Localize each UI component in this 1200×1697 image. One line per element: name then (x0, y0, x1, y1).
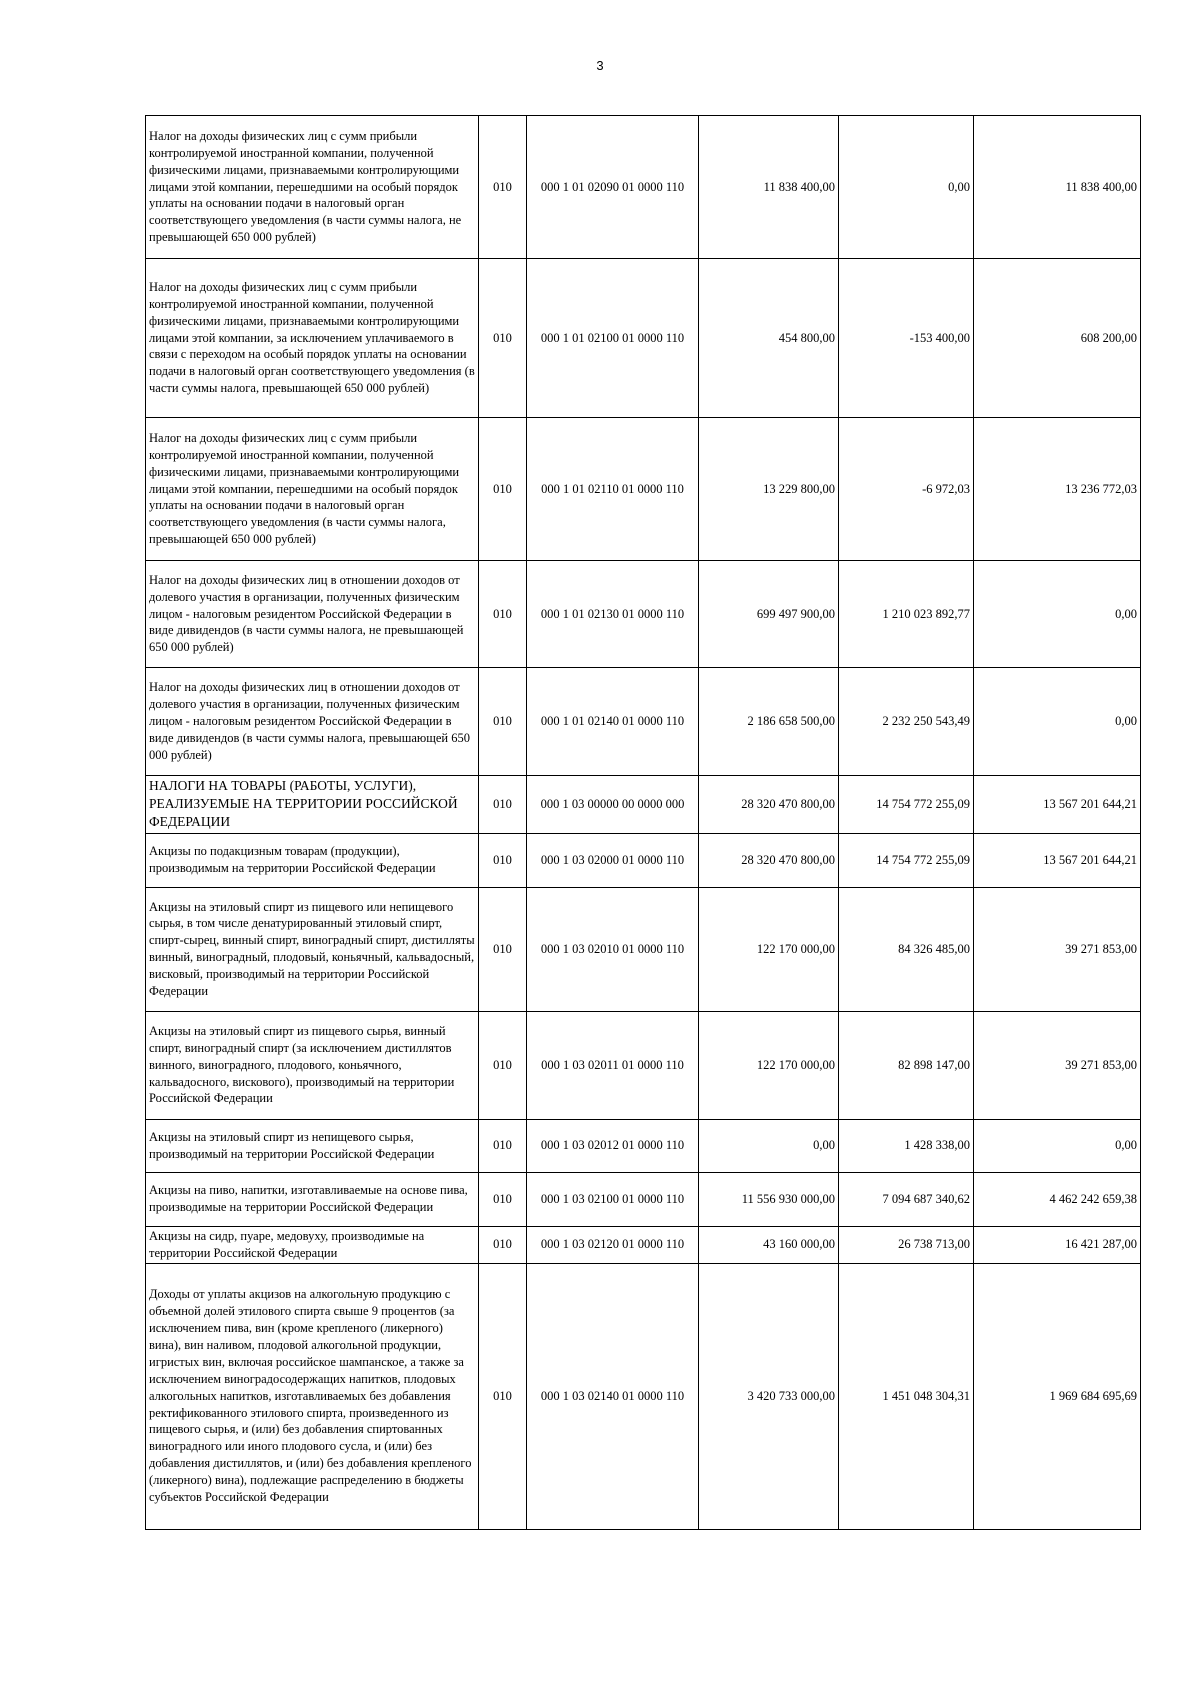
row-line-code: 010 (479, 561, 527, 668)
row-approved: 11 838 400,00 (699, 116, 839, 259)
row-unexecuted: 0,00 (974, 1119, 1141, 1172)
row-approved: 11 556 930 000,00 (699, 1172, 839, 1226)
row-line-code: 010 (479, 1119, 527, 1172)
table-row (146, 116, 1141, 259)
table-row (146, 1011, 1141, 1119)
row-name: Акцизы на пиво, напитки, изготавливаемые на основе пива, производимые на территории Российской Федерации (146, 1172, 479, 1226)
row-executed: 14 754 772 255,09 (839, 833, 974, 887)
row-approved: 122 170 000,00 (699, 1011, 839, 1119)
row-kbk: 000 1 01 02110 01 0000 110 (527, 418, 699, 561)
row-executed: 14 754 772 255,09 (839, 776, 974, 834)
row-name: Налог на доходы физических лиц с сумм прибыли контролируемой иностранной компании, полученной физическими лицами, признаваемыми контролирующими лицами этой компании, за исключением уплачиваемого в связи с переходом на особый порядок уплаты на основании подачи в налоговый орган соответствующего уведомления (в части суммы налога, превышающей 650 000 рублей) (146, 259, 479, 418)
row-kbk: 000 1 03 02010 01 0000 110 (527, 887, 699, 1011)
row-line-code: 010 (479, 116, 527, 259)
row-kbk: 000 1 03 02140 01 0000 110 (527, 1263, 699, 1529)
table-row (146, 1172, 1141, 1226)
row-name: НАЛОГИ НА ТОВАРЫ (РАБОТЫ, УСЛУГИ), РЕАЛИЗУЕМЫЕ НА ТЕРРИТОРИИ РОССИЙСКОЙ ФЕДЕРАЦИИ (146, 776, 479, 834)
row-executed: 1 210 023 892,77 (839, 561, 974, 668)
row-name: Налог на доходы физических лиц с сумм прибыли контролируемой иностранной компании, полученной физическими лицами, признаваемыми контролирующими лицами этой компании, перешедшими на особый порядок уплаты на основании подачи в налоговый орган соответствующего уведомления (в части суммы налога, не превышающей 650 000 рублей) (146, 116, 479, 259)
row-line-code: 010 (479, 887, 527, 1011)
table-row (146, 887, 1141, 1011)
row-name: Акцизы на этиловый спирт из непищевого сырья, производимый на территории Российской Федерации (146, 1119, 479, 1172)
row-name: Акцизы на этиловый спирт из пищевого сырья, винный спирт, виноградный спирт (за исключением дистиллятов винного, виноградного, плодового, коньячного, кальвадосного, вискового), производимый на территории Российской Федерации (146, 1011, 479, 1119)
row-kbk: 000 1 03 02100 01 0000 110 (527, 1172, 699, 1226)
row-executed: 84 326 485,00 (839, 887, 974, 1011)
row-executed: 2 232 250 543,49 (839, 668, 974, 776)
row-kbk: 000 1 01 02130 01 0000 110 (527, 561, 699, 668)
row-unexecuted: 16 421 287,00 (974, 1226, 1141, 1263)
table-row (146, 561, 1141, 668)
row-approved: 3 420 733 000,00 (699, 1263, 839, 1529)
table-row (146, 1263, 1141, 1529)
row-unexecuted: 39 271 853,00 (974, 887, 1141, 1011)
row-line-code: 010 (479, 1172, 527, 1226)
row-line-code: 010 (479, 1011, 527, 1119)
row-executed: -6 972,03 (839, 418, 974, 561)
row-unexecuted: 13 567 201 644,21 (974, 833, 1141, 887)
row-kbk: 000 1 01 02090 01 0000 110 (527, 116, 699, 259)
row-approved: 0,00 (699, 1119, 839, 1172)
row-line-code: 010 (479, 776, 527, 834)
row-line-code: 010 (479, 668, 527, 776)
row-line-code: 010 (479, 259, 527, 418)
row-approved: 2 186 658 500,00 (699, 668, 839, 776)
row-name: Акцизы по подакцизным товарам (продукции), производимым на территории Российской Федерации (146, 833, 479, 887)
row-name: Налог на доходы физических лиц в отношении доходов от долевого участия в организации, полученных физическим лицом - налоговым резидентом Российской Федерации в виде дивидендов (в части суммы налога, превышающей 650 000 рублей) (146, 668, 479, 776)
row-executed: 0,00 (839, 116, 974, 259)
row-kbk: 000 1 03 00000 00 0000 000 (527, 776, 699, 834)
row-unexecuted: 0,00 (974, 561, 1141, 668)
row-executed: 1 451 048 304,31 (839, 1263, 974, 1529)
row-kbk: 000 1 03 02000 01 0000 110 (527, 833, 699, 887)
row-kbk: 000 1 03 02011 01 0000 110 (527, 1011, 699, 1119)
row-kbk: 000 1 03 02012 01 0000 110 (527, 1119, 699, 1172)
row-executed: 1 428 338,00 (839, 1119, 974, 1172)
table-row (146, 668, 1141, 776)
row-approved: 28 320 470 800,00 (699, 776, 839, 834)
row-unexecuted: 608 200,00 (974, 259, 1141, 418)
row-kbk: 000 1 03 02120 01 0000 110 (527, 1226, 699, 1263)
row-approved: 28 320 470 800,00 (699, 833, 839, 887)
row-kbk: 000 1 01 02140 01 0000 110 (527, 668, 699, 776)
row-name: Налог на доходы физических лиц с сумм прибыли контролируемой иностранной компании, полученной физическими лицами, признаваемыми контролирующими лицами этой компании, перешедшими на особый порядок уплаты на основании подачи в налоговый орган соответствующего уведомления (в части суммы налога, превышающей 650 000 рублей) (146, 418, 479, 561)
row-kbk: 000 1 01 02100 01 0000 110 (527, 259, 699, 418)
row-unexecuted: 13 567 201 644,21 (974, 776, 1141, 834)
row-approved: 43 160 000,00 (699, 1226, 839, 1263)
row-name: Налог на доходы физических лиц в отношении доходов от долевого участия в организации, полученных физическим лицом - налоговым резидентом Российской Федерации в виде дивидендов (в части суммы налога, не превышающей 650 000 рублей) (146, 561, 479, 668)
row-unexecuted: 13 236 772,03 (974, 418, 1141, 561)
table-row (146, 259, 1141, 418)
table-row (146, 1226, 1141, 1263)
row-executed: 26 738 713,00 (839, 1226, 974, 1263)
row-name: Акцизы на этиловый спирт из пищевого или непищевого сырья, в том числе денатурированный этиловый спирт, спирт-сырец, винный спирт, виноградный спирт, дистилляты винный, виноградный, плодовый, коньячный, кальвадосный, висковый, производимый на территории Российской Федерации (146, 887, 479, 1011)
row-unexecuted: 39 271 853,00 (974, 1011, 1141, 1119)
table-row (146, 776, 1141, 834)
row-line-code: 010 (479, 418, 527, 561)
row-line-code: 010 (479, 1226, 527, 1263)
row-unexecuted: 0,00 (974, 668, 1141, 776)
table-row (146, 418, 1141, 561)
table-row (146, 833, 1141, 887)
row-name: Доходы от уплаты акцизов на алкогольную продукцию с объемной долей этилового спирта свыше 9 процентов (за исключением пива, вин (кроме крепленого (ликерного) вина), вин наливом, плодовой алкогольной продукции, игристых вин, включая российское шампанское, а также за исключением виноградосодержащих напитков, плодовых алкогольных напитков, изготавливаемых без добавления ректификованного этилового спирта, произведенного из пищевого сырья, и (или) без добавления спиртованных виноградного или иного плодового сусла, и (или) без добавления дистиллятов, и (или) без добавления крепленого (ликерного) вина), подлежащие распределению в бюджеты субъектов Российской Федерации (146, 1263, 479, 1529)
row-approved: 699 497 900,00 (699, 561, 839, 668)
page-number: 3 (596, 58, 604, 73)
row-approved: 13 229 800,00 (699, 418, 839, 561)
row-unexecuted: 1 969 684 695,69 (974, 1263, 1141, 1529)
row-unexecuted: 11 838 400,00 (974, 116, 1141, 259)
row-executed: 82 898 147,00 (839, 1011, 974, 1119)
table-row (146, 1119, 1141, 1172)
row-unexecuted: 4 462 242 659,38 (974, 1172, 1141, 1226)
row-name: Акцизы на сидр, пуаре, медовуху, производимые на территории Российской Федерации (146, 1226, 479, 1263)
row-approved: 454 800,00 (699, 259, 839, 418)
row-line-code: 010 (479, 833, 527, 887)
revenue-table (145, 115, 1141, 1530)
row-executed: -153 400,00 (839, 259, 974, 418)
row-approved: 122 170 000,00 (699, 887, 839, 1011)
row-line-code: 010 (479, 1263, 527, 1529)
row-executed: 7 094 687 340,62 (839, 1172, 974, 1226)
